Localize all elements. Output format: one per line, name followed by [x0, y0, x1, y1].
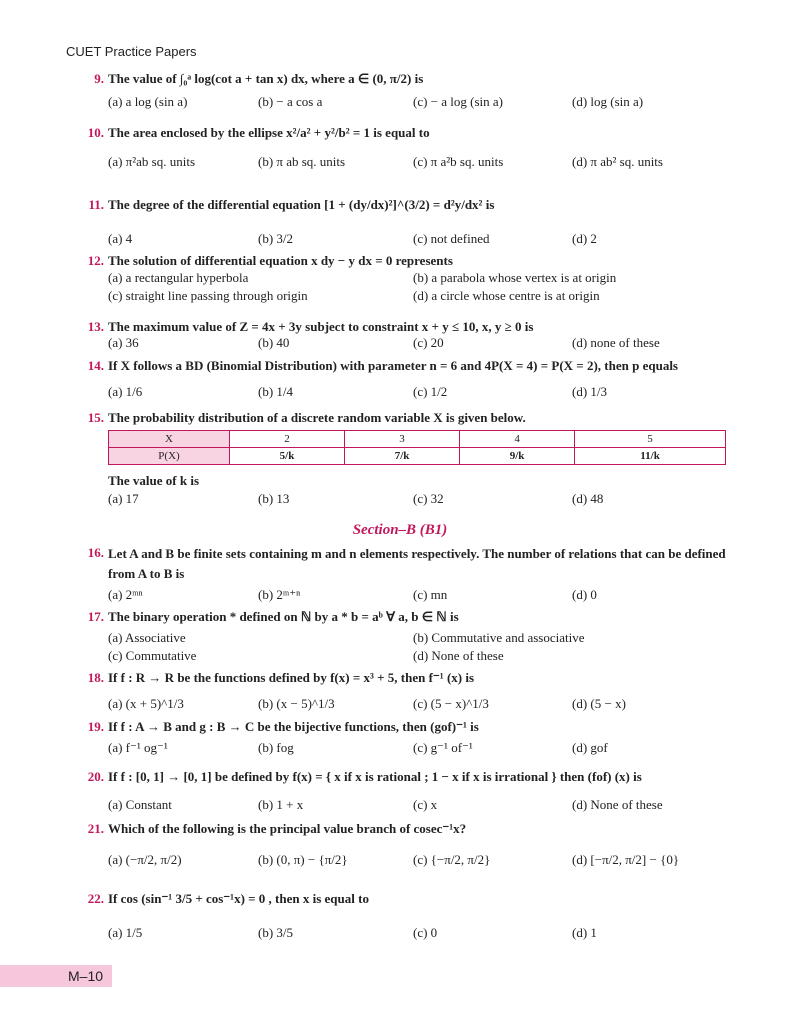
- option-d: (d) 2: [572, 231, 597, 246]
- option-a: (a) 1/5: [108, 925, 143, 940]
- option-a: (a) 17: [108, 491, 139, 506]
- option-c: (c) x: [413, 797, 438, 812]
- option-a: (a) f⁻¹ og⁻¹: [108, 740, 168, 755]
- option-a: (a) 1/6: [108, 384, 143, 399]
- option-b: (b) − a cos a: [258, 94, 323, 109]
- question-number: 18.: [87, 670, 104, 685]
- table-cell: 4: [460, 431, 575, 448]
- option-d: (d) 0: [572, 587, 597, 602]
- table-cell: 3: [345, 431, 460, 448]
- option-d: (d) gof: [572, 740, 608, 755]
- question-text: If f : R → R be the functions defined by f(x) = x³ + 5, then f⁻¹ (x) is: [108, 670, 475, 685]
- option-d: (d) a circle whose centre is at origin: [413, 288, 600, 303]
- question-text: Which of the following is the principal value branch of cosec⁻¹x?: [108, 821, 467, 836]
- question-text: If X follows a BD (Binomial Distribution) with parameter n = 6 and 4P(X = 4) = P(X = 2), then p equals: [108, 358, 678, 373]
- question-text: The value of ∫₀ᵃ log(cot a + tan x) dx, where a ∈ (0, π/2) is: [108, 71, 424, 86]
- option-b: (b) (0, π) − {π/2}: [258, 852, 348, 867]
- question-text: The degree of the differential equation [1 + (dy/dx)²]^(3/2) = d²y/dx² is: [108, 197, 495, 212]
- option-c: (c) (5 − x)^1/3: [413, 696, 489, 711]
- option-c: (c) {−π/2, π/2}: [413, 852, 491, 867]
- option-d: (d) 1: [572, 925, 597, 940]
- option-b: (b) 40: [258, 335, 290, 350]
- table-cell: 2: [230, 431, 345, 448]
- probability-table: [108, 430, 726, 465]
- option-c: (c) − a log (sin a): [413, 94, 503, 109]
- question-text: The maximum value of Z = 4x + 3y subject to constraint x + y ≤ 10, x, y ≥ 0 is: [108, 319, 534, 334]
- question-number: 13.: [87, 319, 104, 334]
- table-cell: 5: [575, 431, 726, 448]
- question-subtext: The value of k is: [108, 473, 200, 488]
- option-b: (b) π ab sq. units: [258, 154, 346, 169]
- question-text: The area enclosed by the ellipse x²/a² + y²/b² = 1 is equal to: [108, 125, 430, 140]
- option-d: (d) 48: [572, 491, 604, 506]
- question-number: 11.: [88, 197, 104, 212]
- option-a: (a) 36: [108, 335, 139, 350]
- table-cell: 7/k: [345, 448, 460, 465]
- question-number: 21.: [87, 821, 104, 836]
- table-cell: 5/k: [230, 448, 345, 465]
- table-cell: P(X): [109, 448, 230, 465]
- option-d: (d) 1/3: [572, 384, 608, 399]
- option-a: (a) (−π/2, π/2): [108, 852, 182, 867]
- table-cell: 11/k: [575, 448, 726, 465]
- question-text: If cos (sin⁻¹ 3/5 + cos⁻¹x) = 0 , then x is equal to: [108, 891, 369, 906]
- page-number: M–10: [0, 965, 112, 987]
- question-number: 9.: [94, 71, 104, 86]
- option-b: (b) (x − 5)^1/3: [258, 696, 335, 711]
- option-a: (a) (x + 5)^1/3: [108, 696, 184, 711]
- option-b: (b) Commutative and associative: [413, 630, 585, 645]
- option-c: (c) g⁻¹ of⁻¹: [413, 740, 473, 755]
- option-d: (d) None of these: [413, 648, 504, 663]
- question-text: The solution of differential equation x dy − y dx = 0 represents: [108, 253, 453, 268]
- option-d: (d) [−π/2, π/2] − {0}: [572, 852, 680, 867]
- option-c: (c) mn: [413, 587, 448, 602]
- option-b: (b) a parabola whose vertex is at origin: [413, 270, 617, 285]
- option-c: (c) 1/2: [413, 384, 448, 399]
- option-b: (b) 3/2: [258, 231, 294, 246]
- question-number: 10.: [87, 125, 104, 140]
- question-number: 12.: [87, 253, 104, 268]
- page-header: CUET Practice Papers: [66, 44, 197, 59]
- question-text: If f : A → B and g : B → C be the bijective functions, then (gof)⁻¹ is: [108, 719, 479, 734]
- table-cell: 9/k: [460, 448, 575, 465]
- option-c: (c) straight line passing through origin: [108, 288, 308, 303]
- option-d: (d) None of these: [572, 797, 663, 812]
- option-d: (d) log (sin a): [572, 94, 644, 109]
- option-d: (d) π ab² sq. units: [572, 154, 663, 169]
- option-d: (d) (5 − x): [572, 696, 626, 711]
- table-cell: X: [109, 431, 230, 448]
- question-16: [80, 544, 730, 584]
- question-text: If f : [0, 1] → [0, 1] be defined by f(x) = { x if x is rational ; 1 − x if x is irrational } then (fof) (x) is: [108, 769, 642, 784]
- table-row: [109, 431, 726, 448]
- option-b: (b) 1/4: [258, 384, 294, 399]
- option-a: (a) Associative: [108, 630, 186, 645]
- option-a: (a) 2ᵐⁿ: [108, 587, 143, 602]
- option-a: (a) a rectangular hyperbola: [108, 270, 249, 285]
- question-text: The binary operation * defined on ℕ by a * b = aᵇ ∀ a, b ∈ ℕ is: [108, 609, 459, 624]
- question-text: Let A and B be finite sets containing m and n elements respectively. The number of relations that can be defined from A to B is: [108, 546, 726, 581]
- option-c: (c) Commutative: [108, 648, 197, 663]
- question-number: 22.: [87, 891, 104, 906]
- question-text: The probability distribution of a discrete random variable X is given below.: [108, 410, 526, 425]
- option-b: (b) 1 + x: [258, 797, 304, 812]
- question-number: 14.: [87, 358, 104, 373]
- option-c: (c) 0: [413, 925, 438, 940]
- question-number: 20.: [87, 769, 104, 784]
- question-number: 19.: [87, 719, 104, 734]
- option-b: (b) fog: [258, 740, 294, 755]
- question-number: 15.: [87, 410, 104, 425]
- section-title: Section–B (B1): [352, 522, 448, 538]
- option-a: (a) Constant: [108, 797, 172, 812]
- option-a: (a) 4: [108, 231, 133, 246]
- option-c: (c) 20: [413, 335, 444, 350]
- option-b: (b) 13: [258, 491, 290, 506]
- option-b: (b) 2ᵐ⁺ⁿ: [258, 587, 301, 602]
- question-number: 17.: [87, 609, 104, 624]
- question-number: 16.: [87, 545, 104, 560]
- option-d: (d) none of these: [572, 335, 660, 350]
- option-c: (c) 32: [413, 491, 444, 506]
- option-b: (b) 3/5: [258, 925, 294, 940]
- option-c: (c) not defined: [413, 231, 490, 246]
- option-c: (c) π a²b sq. units: [413, 154, 504, 169]
- table-row: [109, 448, 726, 465]
- option-a: (a) π²ab sq. units: [108, 154, 196, 169]
- option-a: (a) a log (sin a): [108, 94, 188, 109]
